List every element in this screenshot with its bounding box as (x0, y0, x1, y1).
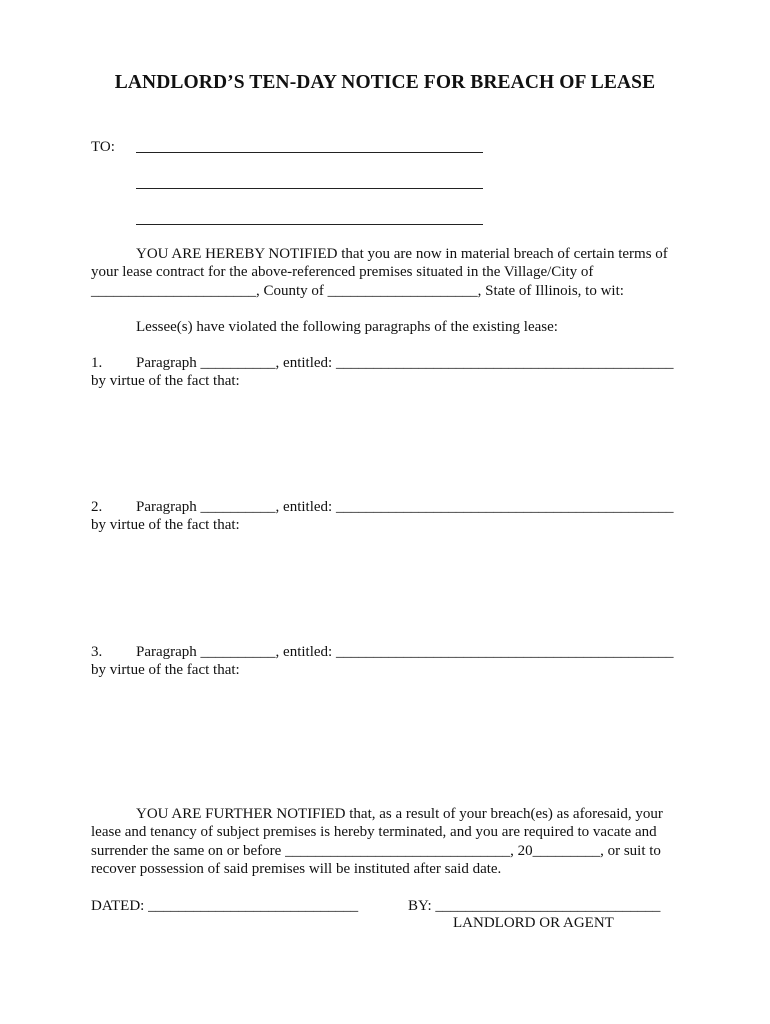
document-title: LANDLORD’S TEN-DAY NOTICE FOR BREACH OF LEASE (114, 72, 656, 93)
paragraph-number-2: 2. (91, 499, 103, 515)
by-field: BY: ______________________________ (408, 898, 661, 914)
paragraph-fact-3: by virtue of the fact that: (91, 662, 240, 678)
notice-line-2: your lease contract for the above-referenced premises situated in the Village/City of (91, 264, 594, 280)
paragraph-line-2: Paragraph __________, entitled: _____________________________________________ (136, 499, 674, 515)
landlord-or-agent-label: LANDLORD OR AGENT (453, 915, 614, 931)
dated-field: DATED: ____________________________ (91, 898, 359, 914)
paragraph-line-3: Paragraph __________, entitled: _____________________________________________ (136, 644, 674, 660)
paragraph-fact-1: by virtue of the fact that: (91, 373, 240, 389)
to-line-3[interactable] (136, 224, 483, 225)
paragraph-fact-2: by virtue of the fact that: (91, 517, 240, 533)
paragraph-line-1: Paragraph __________, entitled: _____________________________________________ (136, 355, 674, 371)
to-line-2[interactable] (136, 188, 483, 189)
further-line-4: recover possession of said premises will be instituted after said date. (91, 861, 502, 877)
to-line-1[interactable] (136, 152, 483, 153)
paragraph-number-3: 3. (91, 644, 103, 660)
lessee-statement: Lessee(s) have violated the following paragraphs of the existing lease: (136, 319, 558, 335)
further-line-2: lease and tenancy of subject premises is hereby terminated, and you are required to vacate and (91, 824, 657, 840)
notice-line-1: YOU ARE HEREBY NOTIFIED that you are now in material breach of certain terms of (136, 246, 668, 262)
further-line-1: YOU ARE FURTHER NOTIFIED that, as a result of your breach(es) as aforesaid, your (136, 806, 663, 822)
to-label: TO: (91, 139, 115, 155)
notice-line-3: ______________________, County of ____________________, State of Illinois, to wit: (91, 283, 624, 299)
paragraph-number-1: 1. (91, 355, 103, 371)
further-line-3: surrender the same on or before ______________________________, 20_________, or suit to (91, 843, 661, 859)
